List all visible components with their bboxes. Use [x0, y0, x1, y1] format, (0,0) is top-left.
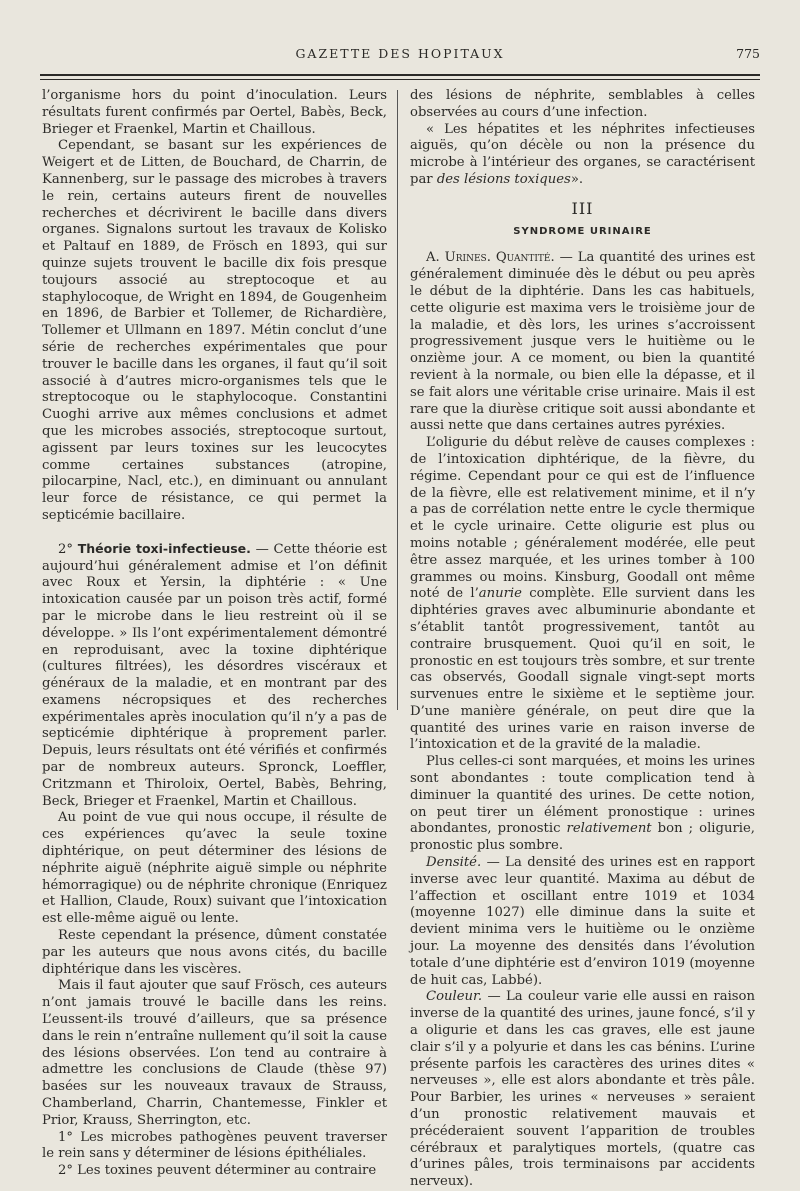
page-number: 775	[736, 46, 760, 61]
column-divider	[397, 90, 398, 710]
paragraph: Reste cependant la présence, dûment constatée par les auteurs que nous avons cités, du bacille diphtérique dans les viscères.	[42, 928, 387, 977]
emphasis: des lésions toxiques	[436, 171, 571, 187]
paragraph: Cependant, se basant sur les expériences de Weigert et de Litten, de Bouchard, de Charrin, de Kannenberg, sur le passage des microbes à travers le rein, certains auteurs firent de nouvelles recherches et décrivirent le bacille dans divers organes. Signalons surtout les travaux de Kolisko et Paltauf en 1889, de Frösch en 1893, qui sur quinze sujets trouvent le bacille dix fois presque toujours associé au streptocoque et au staphylocoque, de Wright en 1894, de Gougenheim en 1896, de Barbier et Tollemer, de Richardière, Tollemer et Ullmann en 1897. Métin conclut d’une série de recherches expérimentales que pour trouver le bacille dans les organes, il faut qu’il soit associé à d’autres micro-organismes tels que le streptocoque ou le staphylocoque. Constantini Cuoghi arrive aux mêmes conclusions et admet que les microbes associés, streptocoque surtout, agissent par leurs toxines sur les leucocytes comme certaines substances (atropine, pilocarpine, Nacl, etc.), en diminuant ou annulant leur force de résistance, ce qui permet la septicémie bacillaire.	[42, 138, 387, 523]
paragraph: Au point de vue qui nous occupe, il résulte de ces expériences qu’avec la seule toxine diphtérique, on peut déterminer des lésions de néphrite aiguë (néphrite aiguë simple ou néphrite hémorragique) ou de néphrite chronique (Enriquez et Hallion, Claude, Roux) suivant que l’intoxication est elle-même aiguë ou lente.	[42, 810, 387, 927]
section-title: SYNDROME URINAIRE	[513, 225, 652, 237]
theory-heading: Théorie toxi-infectieuse.	[77, 540, 251, 556]
section-number: III	[571, 198, 594, 218]
emphasis: anurie	[478, 586, 522, 602]
paragraph: 1° Les microbes pathogènes peuvent traverser le rein sans y déterminer de lésions épithéliales.	[42, 1129, 387, 1162]
header-rule-thin	[40, 79, 760, 80]
running-title: GAZETTE DES HOPITAUX	[295, 46, 505, 61]
paragraph: 2° Les toxines peuvent déterminer au contraire	[58, 1163, 377, 1179]
quote-paragraph: « Les hépatites et les néphrites infectieuses aiguës, qu’on décèle ou non la présence du microbe à l’intérieur des organes, se caractérisent par des lésions toxiques».	[410, 121, 755, 187]
header-rule-thick	[40, 74, 760, 76]
theory-text: — Cette théorie est aujourd’hui généralement admise et l’on définit avec Roux et Yersin, la diphtérie : « Une intoxication causée par un poison très actif, formé par le microbe dans le lieu restreint où il se développe. » Ils l’ont expérimentalement démontré en reproduisant, avec la toxine diphtérique (cultures filtrées), les désordres viscéraux et généraux de la maladie, et en montrant par des examens nécropsiques et des recherches expérimentales après inoculation qu’il n’y a pas de septicémie diphtérique à proprement parler. Depuis, leurs résultats ont été vérifiés et confirmés par de nombreux auteurs. Spronck, Loeffler, Critzmann et Thiroloix, Oertel, Babès, Behring, Beck, Brieger et Fraenkel, Martin et Chaillous.	[42, 541, 387, 809]
couleur-label: Couleur.	[426, 989, 483, 1005]
urines-paragraph: A. Urines. Quantité. — La quantité des urines est généralement diminuée dès le début ou peu après le début de la diphtérie. Dans les cas habituels, cette oligurie est maxima vers le troisième jour de la maladie, et dès lors, les urines s’accroissent progressivement jusque vers le huitième ou le onzième jour. A ce moment, ou bien la quantité revient à la normale, ou bien elle la dépasse, et il se fait alors une véritable crise urinaire. Mais il est rare que la diurèse critique soit aussi abondante et aussi nette que dans certaines autres pyréxies.	[410, 250, 755, 434]
paragraph: L’oligurie du début relève de causes complexes : de l’intoxication diphtérique, de la fièvre, du régime. Cependant pour ce qui est de l’influence de la fièvre, elle est relativement minime, et il n’y a pas de corrélation nette entre le cycle thermique et le cycle urinaire. Cette oligurie est plus ou moins notable ; généralement modérée, elle peut être assez marquée, et les urines tomber à 100 grammes ou moins. Kinsburg, Goodall ont même noté de l’anurie complète. Elle survient dans les diphtéries graves avec albuminurie abondante et s’établit tantôt progressivement, tantôt au contraire brusquement. Quoi qu’il en soit, le pronostic en est toujours très sombre, et sur trente cas observés, Goodall signale vingt-sept morts survenues entre le sixième et le septième jour. D’une manière générale, on peut dire que la quantité des urines varie en raison inverse de l’intoxication et de la gravité de la maladie.	[410, 435, 755, 753]
paragraph: l’organisme hors du point d’inoculation. Leurs résultats furent confirmés par Oertel, Babès, Beck, Brieger et Fraenkel, Martin et Chaillous.	[42, 88, 387, 137]
paragraph: des lésions de néphrite, semblables à celles observées au cours d’une infection.	[410, 88, 755, 120]
theory-number: 2°	[58, 541, 73, 557]
urines-label: A. Urines. Quantité.	[426, 250, 555, 266]
right-column	[410, 88, 755, 1191]
paragraph: Mais il faut ajouter que sauf Frösch, ces auteurs n’ont jamais trouvé le bacille dans les reins. L’eussent-ils trouvé d’ailleurs, que sa présence dans le rein n’entraîne nullement qu’il soit la cause des lésions observées. L’on tend au contraire à admettre les conclusions de Claude (thèse 97) basées sur les nouveaux travaux de Strauss, Chamberland, Charrin, Chantemesse, Finkler et Prior, Krauss, Sherrington, etc.	[42, 978, 387, 1128]
couleur-paragraph: Couleur. — La couleur varie elle aussi en raison inverse de la quantité des urines, jaune foncé, s’il y a oligurie et dans les cas graves, elle est jaune clair s’il y a polyurie et dans les cas bénins. L’urine présente parfois les caractères des urines dites « nerveuses », elle est alors abondante et très pâle. Pour Barbier, les urines « nerveuses » seraient d’un pronostic relativement mauvais et précéderaient souvent l’apparition de troubles cérébraux et paralytiques mortels, (quatre cas d’urines pâles, trois terminaisons par accidents nerveux).	[410, 989, 755, 1190]
paragraph: Plus celles-ci sont marquées, et moins les urines sont abondantes : toute complication tend à diminuer la quantité des urines. De cette notion, on peut tirer un élément pronostique : urines abondantes, pronostic relativement bon ; oligurie, pronostic plus sombre.	[410, 754, 755, 854]
emphasis: relativement	[566, 821, 652, 837]
left-column	[42, 88, 387, 1180]
theory-paragraph	[42, 541, 387, 811]
densite-paragraph: Densité. — La densité des urines est en rapport inverse avec leur quantité. Maxima au début de l’affection et oscillant entre 1019 et 1034 (moyenne 1027) elle diminue dans la suite et devient minima vers le huitième ou le onzième jour. La moyenne des densités dans l’évolution totale d’une diphtérie est d’environ 1019 (moyenne de huit cas, Labbé).	[410, 855, 755, 988]
page-header	[40, 46, 760, 66]
densite-label: Densité.	[426, 855, 482, 871]
